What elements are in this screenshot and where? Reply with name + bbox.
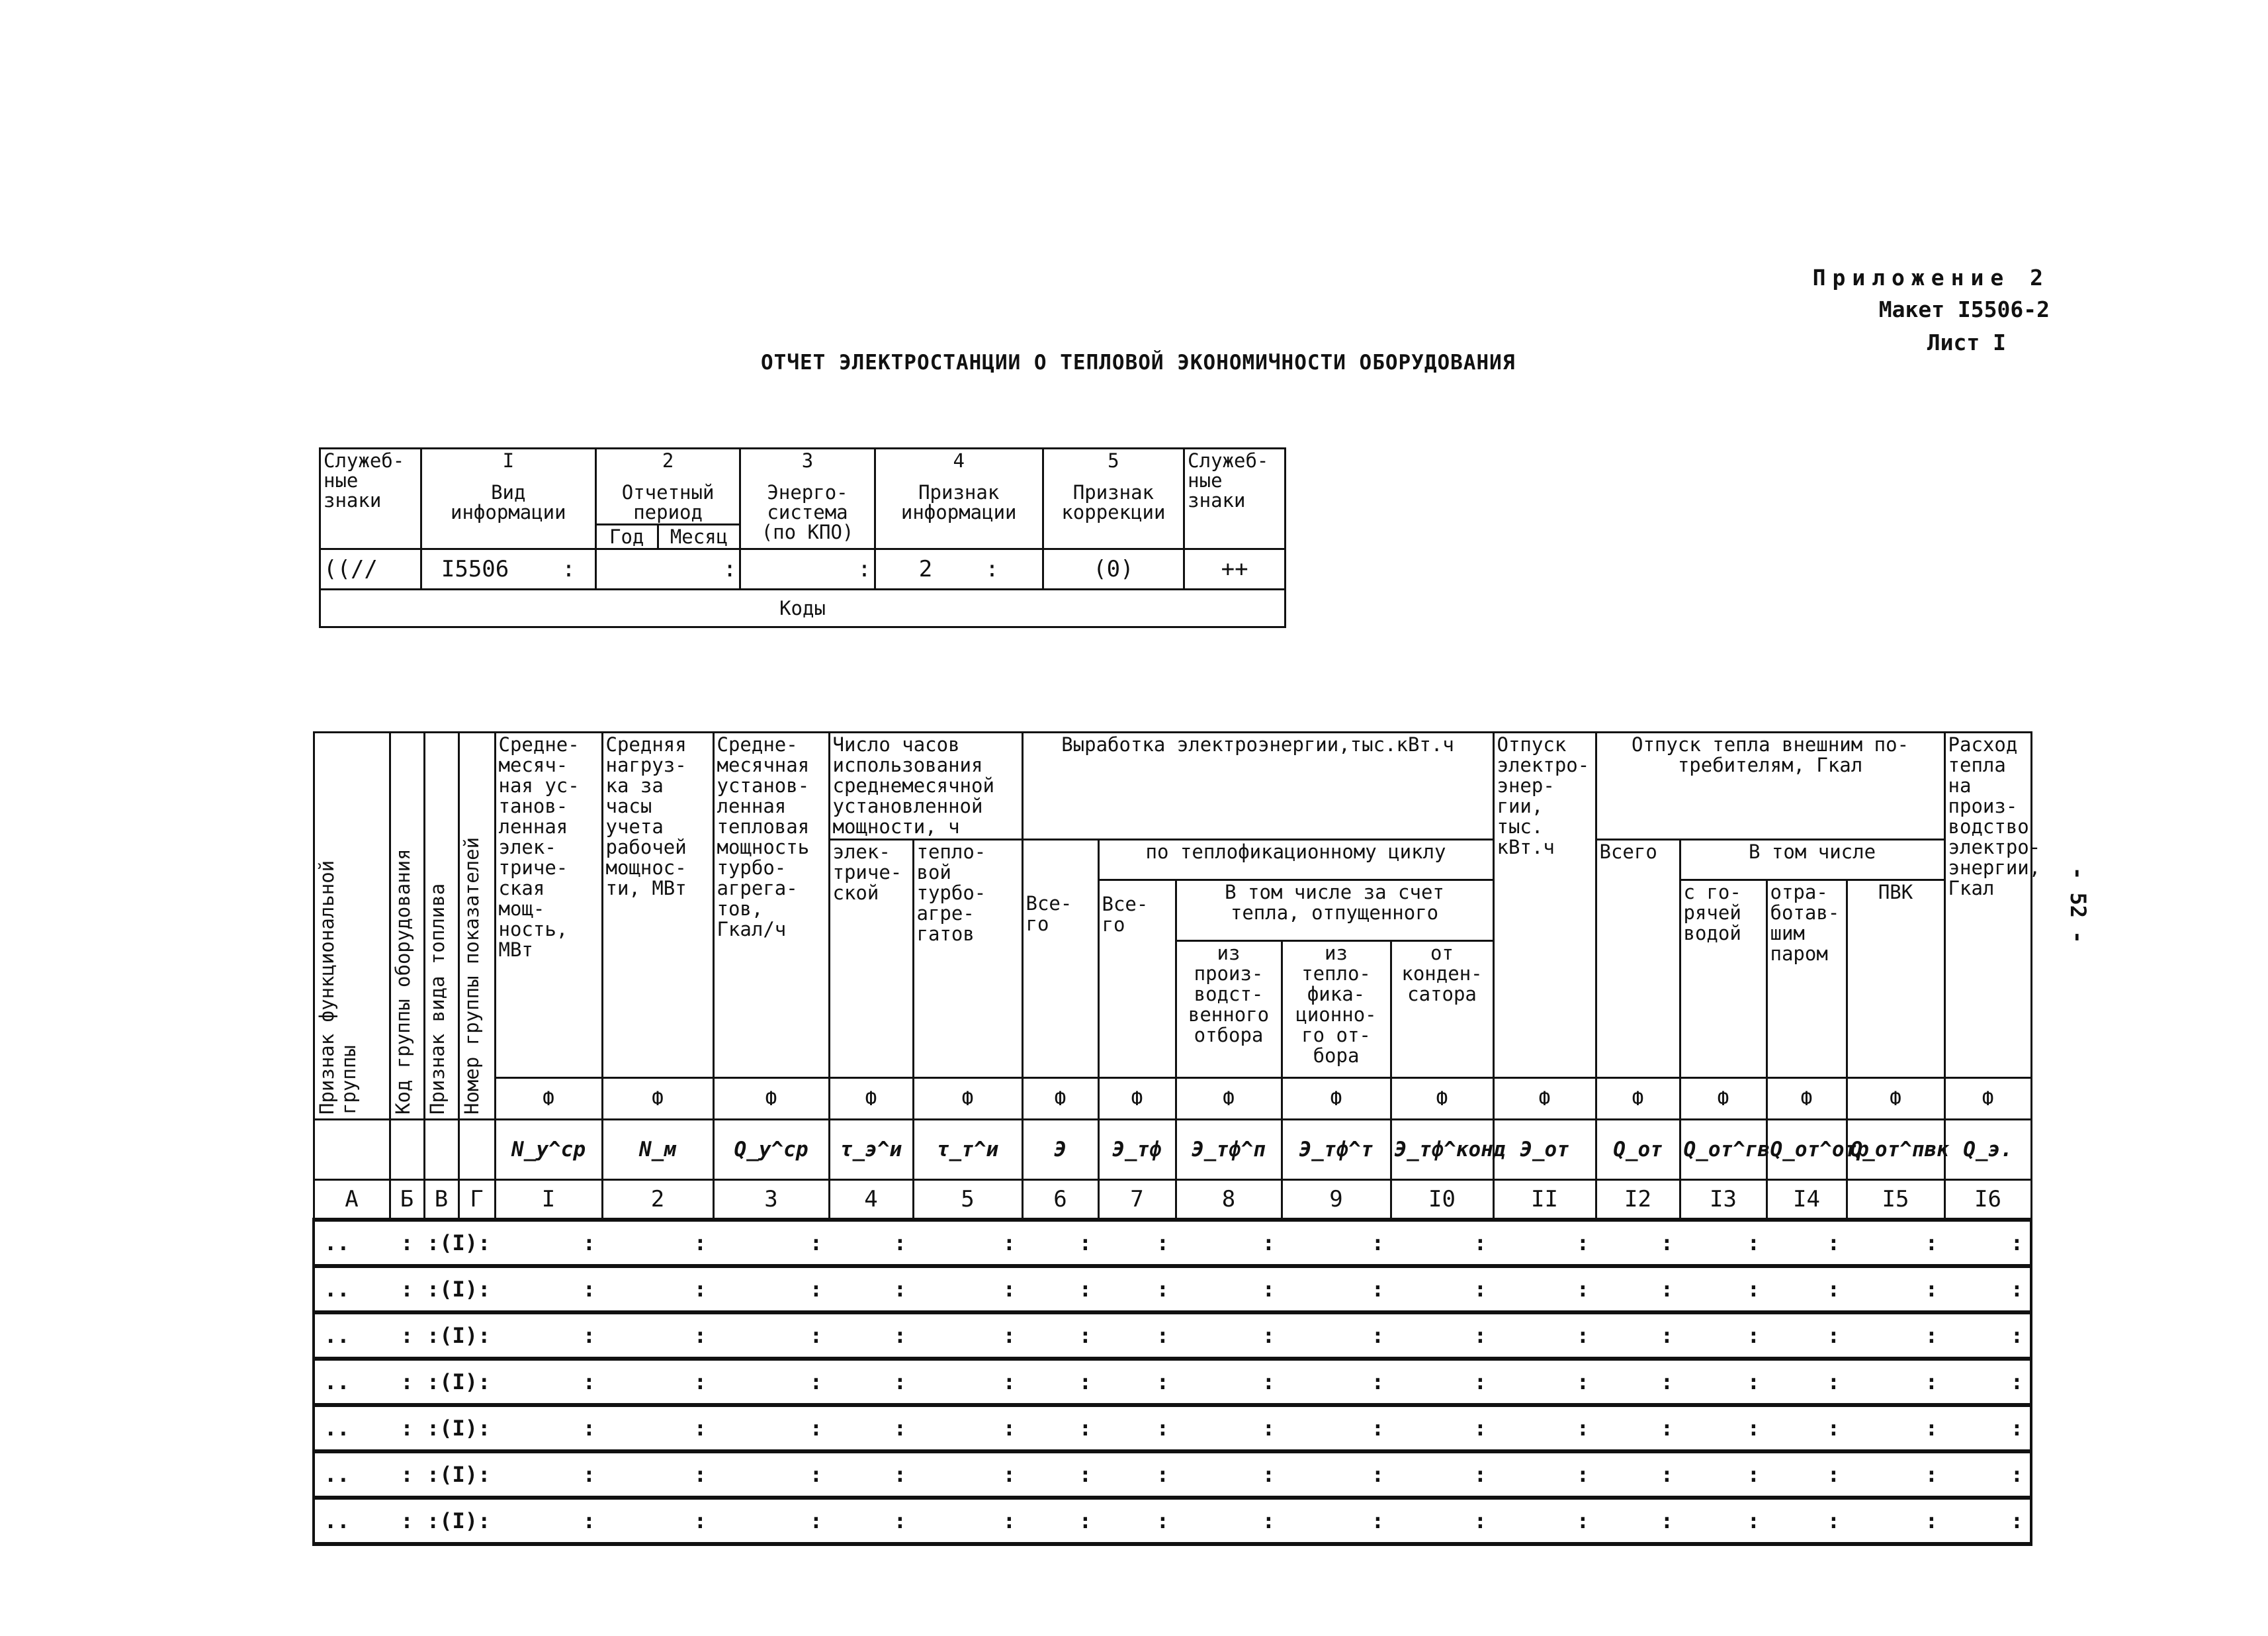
number-cell: I0: [1391, 1180, 1493, 1220]
data-cell[interactable]: :: [1022, 1359, 1098, 1405]
heat-including-header: В том числе: [1680, 840, 1944, 880]
symbol-cell: Э: [1022, 1120, 1098, 1180]
symbol-cell: Q_э.: [1944, 1120, 2031, 1180]
phi-9: Ф: [1282, 1078, 1391, 1120]
row-group: :(I):: [424, 1312, 495, 1359]
data-cell[interactable]: :: [1282, 1405, 1391, 1451]
data-cell[interactable]: :: [829, 1405, 913, 1451]
heat-capacity-header: Средне- месячная установ- ленная тепловая мощность турбо- агрега- тов, Гкал/ч: [713, 733, 829, 1078]
data-cell[interactable]: :: [1596, 1220, 1680, 1266]
data-cell[interactable]: :: [1680, 1359, 1766, 1405]
data-cell[interactable]: :: [713, 1312, 829, 1359]
data-cell[interactable]: :: [1596, 1312, 1680, 1359]
phi-16: Ф: [1944, 1078, 2031, 1120]
symbol-cell: Q_от^отр: [1766, 1120, 1847, 1180]
data-cell[interactable]: :: [713, 1451, 829, 1498]
phi-6: Ф: [1022, 1078, 1098, 1120]
generation-header: Выработка электроэнергии,тыс.кВт.ч: [1022, 733, 1493, 840]
phi-14: Ф: [1766, 1078, 1847, 1120]
data-cell[interactable]: :: [1766, 1451, 1847, 1498]
data-row: [314, 1220, 2129, 1266]
data-cell[interactable]: :: [713, 1405, 829, 1451]
data-cell[interactable]: :: [1282, 1359, 1391, 1405]
data-cell[interactable]: :: [1596, 1266, 1680, 1312]
exhaust-steam-header: отра- ботав- шим паром: [1766, 880, 1847, 1078]
data-cell[interactable]: :: [913, 1359, 1022, 1405]
data-cell[interactable]: :: [1847, 1405, 1944, 1451]
data-cell[interactable]: :: [602, 1220, 713, 1266]
appendix-label: Приложение 2: [1812, 265, 2050, 291]
data-cell[interactable]: :: [1176, 1359, 1282, 1405]
data-cell[interactable]: :: [495, 1451, 602, 1498]
code-period-value: :: [595, 549, 740, 590]
data-cell[interactable]: :: [1176, 1312, 1282, 1359]
data-cell[interactable]: :: [1282, 1451, 1391, 1498]
code-end: ++: [1184, 549, 1286, 590]
hot-water-header: с го- рячей водой: [1680, 880, 1766, 1078]
symbol-cell: Q_от: [1596, 1120, 1680, 1180]
phi-row: [314, 1078, 2129, 1120]
data-cell[interactable]: :: [1022, 1498, 1098, 1544]
number-cell: 5: [913, 1180, 1022, 1220]
electric-hours-header: элек- триче- ской: [829, 840, 913, 1078]
data-cell[interactable]: :: [1391, 1405, 1493, 1451]
row-prefix: ..: [314, 1220, 390, 1266]
data-cell[interactable]: :: [1493, 1405, 1596, 1451]
row-prefix: ..: [314, 1498, 390, 1544]
data-cell[interactable]: :: [1847, 1312, 1944, 1359]
row-sep: :: [390, 1359, 424, 1405]
data-cell[interactable]: :: [1176, 1451, 1282, 1498]
symbol-cell: τ_э^и: [829, 1120, 913, 1180]
phi-8: Ф: [1176, 1078, 1282, 1120]
letter-cell: Г: [458, 1180, 495, 1220]
symbol-cell: N_у^ср: [495, 1120, 602, 1180]
data-cell[interactable]: :: [1022, 1220, 1098, 1266]
data-cell[interactable]: :: [1596, 1498, 1680, 1544]
period-header: 2 Отчетный период: [595, 449, 740, 525]
codes-table: [319, 447, 1286, 628]
data-cell[interactable]: :: [1098, 1359, 1176, 1405]
data-cell[interactable]: :: [829, 1498, 913, 1544]
data-cell[interactable]: :: [1098, 1220, 1176, 1266]
phi-5: Ф: [913, 1078, 1022, 1120]
data-cell[interactable]: :: [1176, 1266, 1282, 1312]
data-row: [314, 1359, 2129, 1405]
data-cell[interactable]: :: [1022, 1266, 1098, 1312]
data-cell[interactable]: :: [1944, 1359, 2031, 1405]
data-cell[interactable]: :: [1493, 1498, 1596, 1544]
data-cell[interactable]: :: [1098, 1498, 1176, 1544]
production-extraction-header: из произ- водст- венного отбора: [1176, 941, 1282, 1078]
data-cell[interactable]: :: [1176, 1405, 1282, 1451]
generation-total-header: Все- го: [1022, 840, 1098, 1078]
data-cell[interactable]: :: [1766, 1359, 1847, 1405]
data-cell[interactable]: :: [1766, 1312, 1847, 1359]
symbol-cell: Э_тф^т: [1282, 1120, 1391, 1180]
data-cell[interactable]: :: [1847, 1220, 1944, 1266]
data-cell[interactable]: :: [1493, 1220, 1596, 1266]
phi-3: Ф: [713, 1078, 829, 1120]
data-row: [314, 1405, 2129, 1451]
row-sep: :: [390, 1405, 424, 1451]
page-number: - 52 -: [2066, 867, 2091, 944]
row-group: :(I):: [424, 1451, 495, 1498]
info-attr-header: 4 Признак информации: [875, 449, 1043, 549]
indicators-table: [312, 731, 2130, 1546]
data-cell[interactable]: :: [1493, 1266, 1596, 1312]
data-cell[interactable]: :: [913, 1220, 1022, 1266]
heat-consumption-header: Расход тепла на произ- водство электро- энергии, Гкал: [1944, 733, 2031, 1078]
phi-1: Ф: [495, 1078, 602, 1120]
data-cell[interactable]: :: [713, 1359, 829, 1405]
data-cell[interactable]: :: [829, 1359, 913, 1405]
phi-15: Ф: [1847, 1078, 1944, 1120]
data-cell[interactable]: :: [495, 1498, 602, 1544]
data-cell[interactable]: :: [1282, 1498, 1391, 1544]
data-cell[interactable]: :: [1493, 1451, 1596, 1498]
data-cell[interactable]: :: [1847, 1359, 1944, 1405]
cogeneration-header: по теплофикационному циклу: [1098, 840, 1493, 880]
data-cell[interactable]: :: [1022, 1405, 1098, 1451]
data-cell[interactable]: :: [1680, 1498, 1766, 1544]
sheet-label: Лист I: [1927, 330, 2006, 355]
symbol-cell: Э_тф^п: [1176, 1120, 1282, 1180]
data-cell[interactable]: :: [913, 1498, 1022, 1544]
info-type-header: I Вид информации: [421, 449, 595, 549]
data-cell[interactable]: :: [1944, 1405, 2031, 1451]
power-supply-header: Отпуск электро- энер- гии, тыс. кВт.ч: [1493, 733, 1596, 1078]
data-cell[interactable]: :: [829, 1312, 913, 1359]
data-cell[interactable]: :: [1766, 1405, 1847, 1451]
code-corr-value: (0): [1043, 549, 1184, 590]
year-header: Год: [595, 525, 658, 549]
data-cell[interactable]: :: [1493, 1359, 1596, 1405]
phi-10: Ф: [1391, 1078, 1493, 1120]
phi-4: Ф: [829, 1078, 913, 1120]
data-cell[interactable]: :: [1098, 1451, 1176, 1498]
heating-extraction-header: из тепло- фика- ционно- го от- бора: [1282, 941, 1391, 1078]
data-cell[interactable]: :: [1766, 1498, 1847, 1544]
indicator-group-header: Номер группы показателей: [458, 733, 495, 1120]
data-cell[interactable]: :: [1098, 1266, 1176, 1312]
data-cell[interactable]: :: [495, 1266, 602, 1312]
number-cell: II: [1493, 1180, 1596, 1220]
data-cell[interactable]: :: [829, 1220, 913, 1266]
data-cell[interactable]: :: [602, 1359, 713, 1405]
data-cell[interactable]: :: [913, 1451, 1022, 1498]
row-prefix: ..: [314, 1266, 390, 1312]
phi-12: Ф: [1596, 1078, 1680, 1120]
heat-supply-header: Отпуск тепла внешним по- требителям, Гкал: [1596, 733, 1944, 840]
symbol-cell: Q_от^гв: [1680, 1120, 1766, 1180]
row-group: :(I):: [424, 1266, 495, 1312]
row-group: :(I):: [424, 1498, 495, 1544]
data-cell[interactable]: :: [1282, 1312, 1391, 1359]
letter-cell: Б: [390, 1180, 424, 1220]
data-row: [314, 1266, 2129, 1312]
document-title: ОТЧЕТ ЭЛЕКТРОСТАНЦИИ О ТЕПЛОВОЙ ЭКОНОМИЧНОСТИ ОБОРУДОВАНИЯ: [761, 351, 1516, 375]
service-left-header: Служеб- ные знаки: [320, 449, 421, 549]
data-cell[interactable]: :: [1391, 1451, 1493, 1498]
row-sep: :: [390, 1220, 424, 1266]
data-cell[interactable]: :: [1847, 1266, 1944, 1312]
condenser-header: от конден- сатора: [1391, 941, 1493, 1078]
data-cell[interactable]: :: [495, 1312, 602, 1359]
data-cell[interactable]: :: [1391, 1266, 1493, 1312]
data-row: [314, 1498, 2129, 1544]
data-cell[interactable]: :: [1944, 1220, 2031, 1266]
code-system-value: :: [740, 549, 875, 590]
code-info-value: I5506 :: [421, 549, 595, 590]
symbol-cell: Э_тф^конд: [1391, 1120, 1493, 1180]
data-cell[interactable]: :: [1176, 1220, 1282, 1266]
symbol-cell: Э_тф: [1098, 1120, 1176, 1180]
data-cell[interactable]: :: [1098, 1312, 1176, 1359]
number-cell: 6: [1022, 1180, 1098, 1220]
row-prefix: ..: [314, 1359, 390, 1405]
number-cell: I4: [1766, 1180, 1847, 1220]
number-cell: I2: [1596, 1180, 1680, 1220]
data-cell[interactable]: :: [713, 1498, 829, 1544]
heat-total-header: Всего: [1596, 840, 1680, 1078]
data-cell[interactable]: :: [1098, 1405, 1176, 1451]
data-cell[interactable]: :: [1680, 1405, 1766, 1451]
data-cell[interactable]: :: [1944, 1451, 2031, 1498]
phi-11: Ф: [1493, 1078, 1596, 1120]
data-cell[interactable]: :: [1847, 1498, 1944, 1544]
data-cell[interactable]: :: [1596, 1359, 1680, 1405]
energy-system-header: 3 Энерго- система (по КПО): [740, 449, 875, 549]
data-cell[interactable]: :: [602, 1312, 713, 1359]
number-cell: I: [495, 1180, 602, 1220]
data-cell[interactable]: :: [1022, 1312, 1098, 1359]
data-cell[interactable]: :: [1391, 1498, 1493, 1544]
data-row: [314, 1312, 2129, 1359]
data-cell[interactable]: :: [1282, 1220, 1391, 1266]
row-sep: :: [390, 1498, 424, 1544]
number-cell: 7: [1098, 1180, 1176, 1220]
correction-header: 5 Признак коррекции: [1043, 449, 1184, 549]
data-cell[interactable]: :: [1680, 1451, 1766, 1498]
letter-cell: В: [424, 1180, 458, 1220]
usage-hours-header: Число часов использования среднемесячной установленной мощности, ч: [829, 733, 1022, 840]
including-heat-header: В том числе за счет тепла, отпущенного: [1176, 880, 1493, 941]
data-cell[interactable]: :: [1391, 1312, 1493, 1359]
letter-cell: А: [314, 1180, 390, 1220]
phi-13: Ф: [1680, 1078, 1766, 1120]
code-attr-value: 2 :: [875, 549, 1043, 590]
data-cell[interactable]: :: [1596, 1405, 1680, 1451]
data-cell[interactable]: :: [1944, 1266, 2031, 1312]
symbol-row: [314, 1120, 2129, 1180]
data-cell[interactable]: :: [495, 1405, 602, 1451]
average-load-header: Средняя нагруз- ка за часы учета рабочей мощнос- ти, МВт: [602, 733, 713, 1078]
phi-7: Ф: [1098, 1078, 1176, 1120]
phi-2: Ф: [602, 1078, 713, 1120]
row-sep: :: [390, 1266, 424, 1312]
data-row: [314, 1451, 2129, 1498]
installed-power-header: Средне- месяч- ная ус- танов- ленная элек- триче- ская мощ- ность, МВт: [495, 733, 602, 1078]
month-header: Месяц: [658, 525, 740, 549]
number-cell: 3: [713, 1180, 829, 1220]
functional-group-header: Признак функциональной группы: [314, 733, 390, 1120]
data-cell[interactable]: :: [1847, 1451, 1944, 1498]
data-cell[interactable]: :: [1493, 1312, 1596, 1359]
data-cell[interactable]: :: [1680, 1220, 1766, 1266]
thermal-hours-header: тепло- вой турбо- агре- гатов: [913, 840, 1022, 1078]
data-cell[interactable]: :: [1680, 1312, 1766, 1359]
data-cell[interactable]: :: [602, 1451, 713, 1498]
data-cell[interactable]: :: [1680, 1266, 1766, 1312]
symbol-cell: Q_от^пвк: [1847, 1120, 1944, 1180]
number-cell: I3: [1680, 1180, 1766, 1220]
row-prefix: ..: [314, 1312, 390, 1359]
data-cell[interactable]: :: [1766, 1266, 1847, 1312]
data-cell[interactable]: :: [829, 1451, 913, 1498]
data-cell[interactable]: :: [1944, 1498, 2031, 1544]
data-cell[interactable]: :: [1391, 1359, 1493, 1405]
data-cell[interactable]: :: [1391, 1220, 1493, 1266]
fuel-type-header: Признак вида топлива: [424, 733, 458, 1120]
row-sep: :: [390, 1451, 424, 1498]
symbol-cell: N_м: [602, 1120, 713, 1180]
data-cell[interactable]: :: [1282, 1266, 1391, 1312]
symbol-cell: Э_от: [1493, 1120, 1596, 1180]
data-cell[interactable]: :: [913, 1266, 1022, 1312]
data-cell[interactable]: :: [1766, 1220, 1847, 1266]
data-cell[interactable]: :: [713, 1266, 829, 1312]
row-sep: :: [390, 1312, 424, 1359]
data-cell[interactable]: :: [495, 1220, 602, 1266]
data-cell[interactable]: :: [602, 1498, 713, 1544]
data-cell[interactable]: :: [495, 1359, 602, 1405]
column-number-row: [314, 1180, 2129, 1220]
row-prefix: ..: [314, 1451, 390, 1498]
data-cell[interactable]: :: [713, 1220, 829, 1266]
number-cell: 8: [1176, 1180, 1282, 1220]
row-group: :(I):: [424, 1359, 495, 1405]
service-right-header: Служеб- ные знаки: [1184, 449, 1286, 549]
row-group: :(I):: [424, 1405, 495, 1451]
code-start: ((//: [320, 549, 421, 590]
data-cell[interactable]: :: [913, 1312, 1022, 1359]
codes-footer: Коды: [320, 590, 1286, 627]
pvk-header: ПВК: [1847, 880, 1944, 1078]
equipment-group-header: Код группы оборудования: [390, 733, 424, 1120]
symbol-cell: τ_т^и: [913, 1120, 1022, 1180]
number-cell: I5: [1847, 1180, 1944, 1220]
number-cell: 2: [602, 1180, 713, 1220]
data-cell[interactable]: :: [1596, 1451, 1680, 1498]
maket-label: Макет I5506-2: [1878, 296, 2050, 322]
number-cell: 9: [1282, 1180, 1391, 1220]
row-group: :(I):: [424, 1220, 495, 1266]
number-cell: 4: [829, 1180, 913, 1220]
row-prefix: ..: [314, 1405, 390, 1451]
data-cell[interactable]: :: [1176, 1498, 1282, 1544]
symbol-cell: Q_у^ср: [713, 1120, 829, 1180]
data-cell[interactable]: :: [1944, 1312, 2031, 1359]
data-cell[interactable]: :: [913, 1405, 1022, 1451]
number-cell: I6: [1944, 1180, 2031, 1220]
data-cell[interactable]: :: [602, 1405, 713, 1451]
cogeneration-total-header: Все- го: [1098, 880, 1176, 1078]
data-cell[interactable]: :: [1022, 1451, 1098, 1498]
data-cell[interactable]: :: [829, 1266, 913, 1312]
data-cell[interactable]: :: [602, 1266, 713, 1312]
